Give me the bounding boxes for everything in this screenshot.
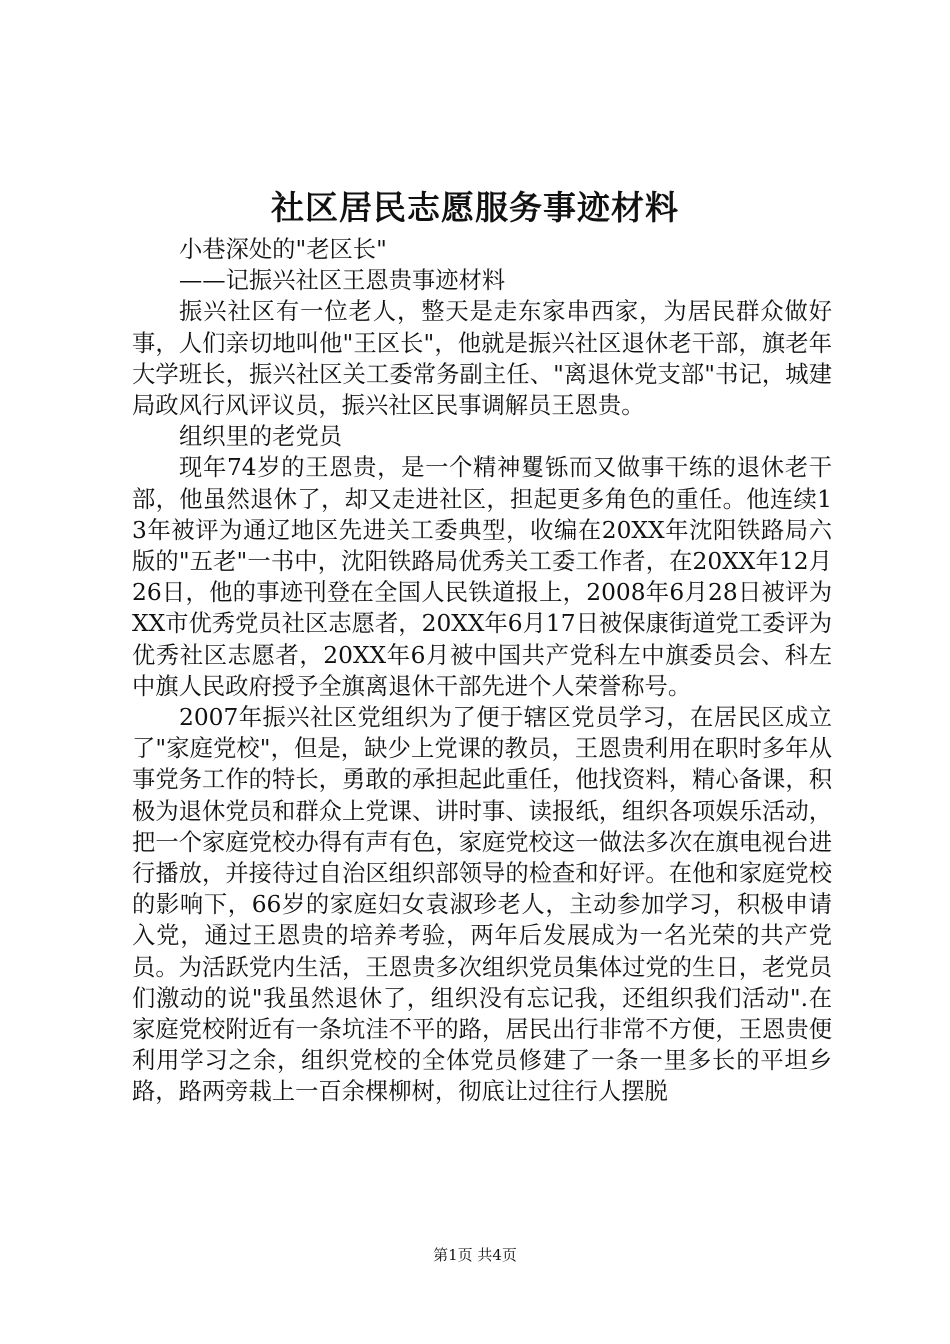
subtitle: 小巷深处的"老区长" [179, 236, 387, 263]
paragraph-honors: 现年74岁的王恩贵，是一个精神矍铄而又做事干练的退休老干部，他虽然退休了，却又走进社区，担起更多角色的重任。他连续13年被评为通辽地区先进关工委典型，收编在20XX年沈阳铁路局六版的"五老"一书中，沈阳铁路局优秀关工委工作者，在20XX年12月26日，他的事迹刊登在全国人民铁道报上，2008年6月28日被评为XX市优秀党员社区志愿者，20XX年6月17日被保康街道党工委评为优秀社区志愿者，20XX年6月被中国共产党科左中旗委员会、科左中旗人民政府授予全旗离退休干部先进个人荣誉称号。 [132, 454, 832, 700]
paragraph-party-school: 2007年振兴社区党组织为了便于辖区党员学习，在居民区成立了"家庭党校"，但是，缺少上党课的教员，王恩贵利用在职时多年从事党务工作的特长，勇敢的承担起此重任，他找资料，精心备课，积极为退休党员和群众上党课、讲时事、读报纸，组织各项娱乐活动，把一个家庭党校办得有声有色，家庭党校这一做法多次在旗电视台进行播放，并接待过自治区组织部领导的检查和好评。在他和家庭党校的影响下，66岁的家庭妇女袁淑珍老人，主动参加学习，积极申请入党，通过王恩贵的培养考验，两年后发展成为一名光荣的共产党员。为活跃党内生活，王恩贵多次组织党员集体过党的生日，老党员们激动的说"我虽然退休了，组织没有忘记我，还组织我们活动".在家庭党校附近有一条坑洼不平的路，居民出行非常不方便，王恩贵便利用学习之余，组织党校的全体党员修建了一条一里多长的平坦乡路，路两旁栽上一百余棵柳树，彻底让过往行人摆脱 [132, 704, 832, 1106]
document-title: 社区居民志愿服务事迹材料 [271, 188, 679, 227]
page-footer: 第1页 共4页 [433, 1246, 517, 1264]
document-body [132, 234, 832, 1108]
paragraph-intro: 振兴社区有一位老人，整天是走东家串西家，为居民群众做好事，人们亲切地叫他"王区长"，他就是振兴社区退休老干部，旗老年大学班长，振兴社区关工委常务副主任、"离退休党支部"书记，城建局政风行风评议员，振兴社区民事调解员王恩贵。 [132, 298, 832, 420]
section-heading: 组织里的老党员 [179, 423, 343, 451]
subtitle-byline: ——记振兴社区王恩贵事迹材料 [179, 267, 506, 295]
